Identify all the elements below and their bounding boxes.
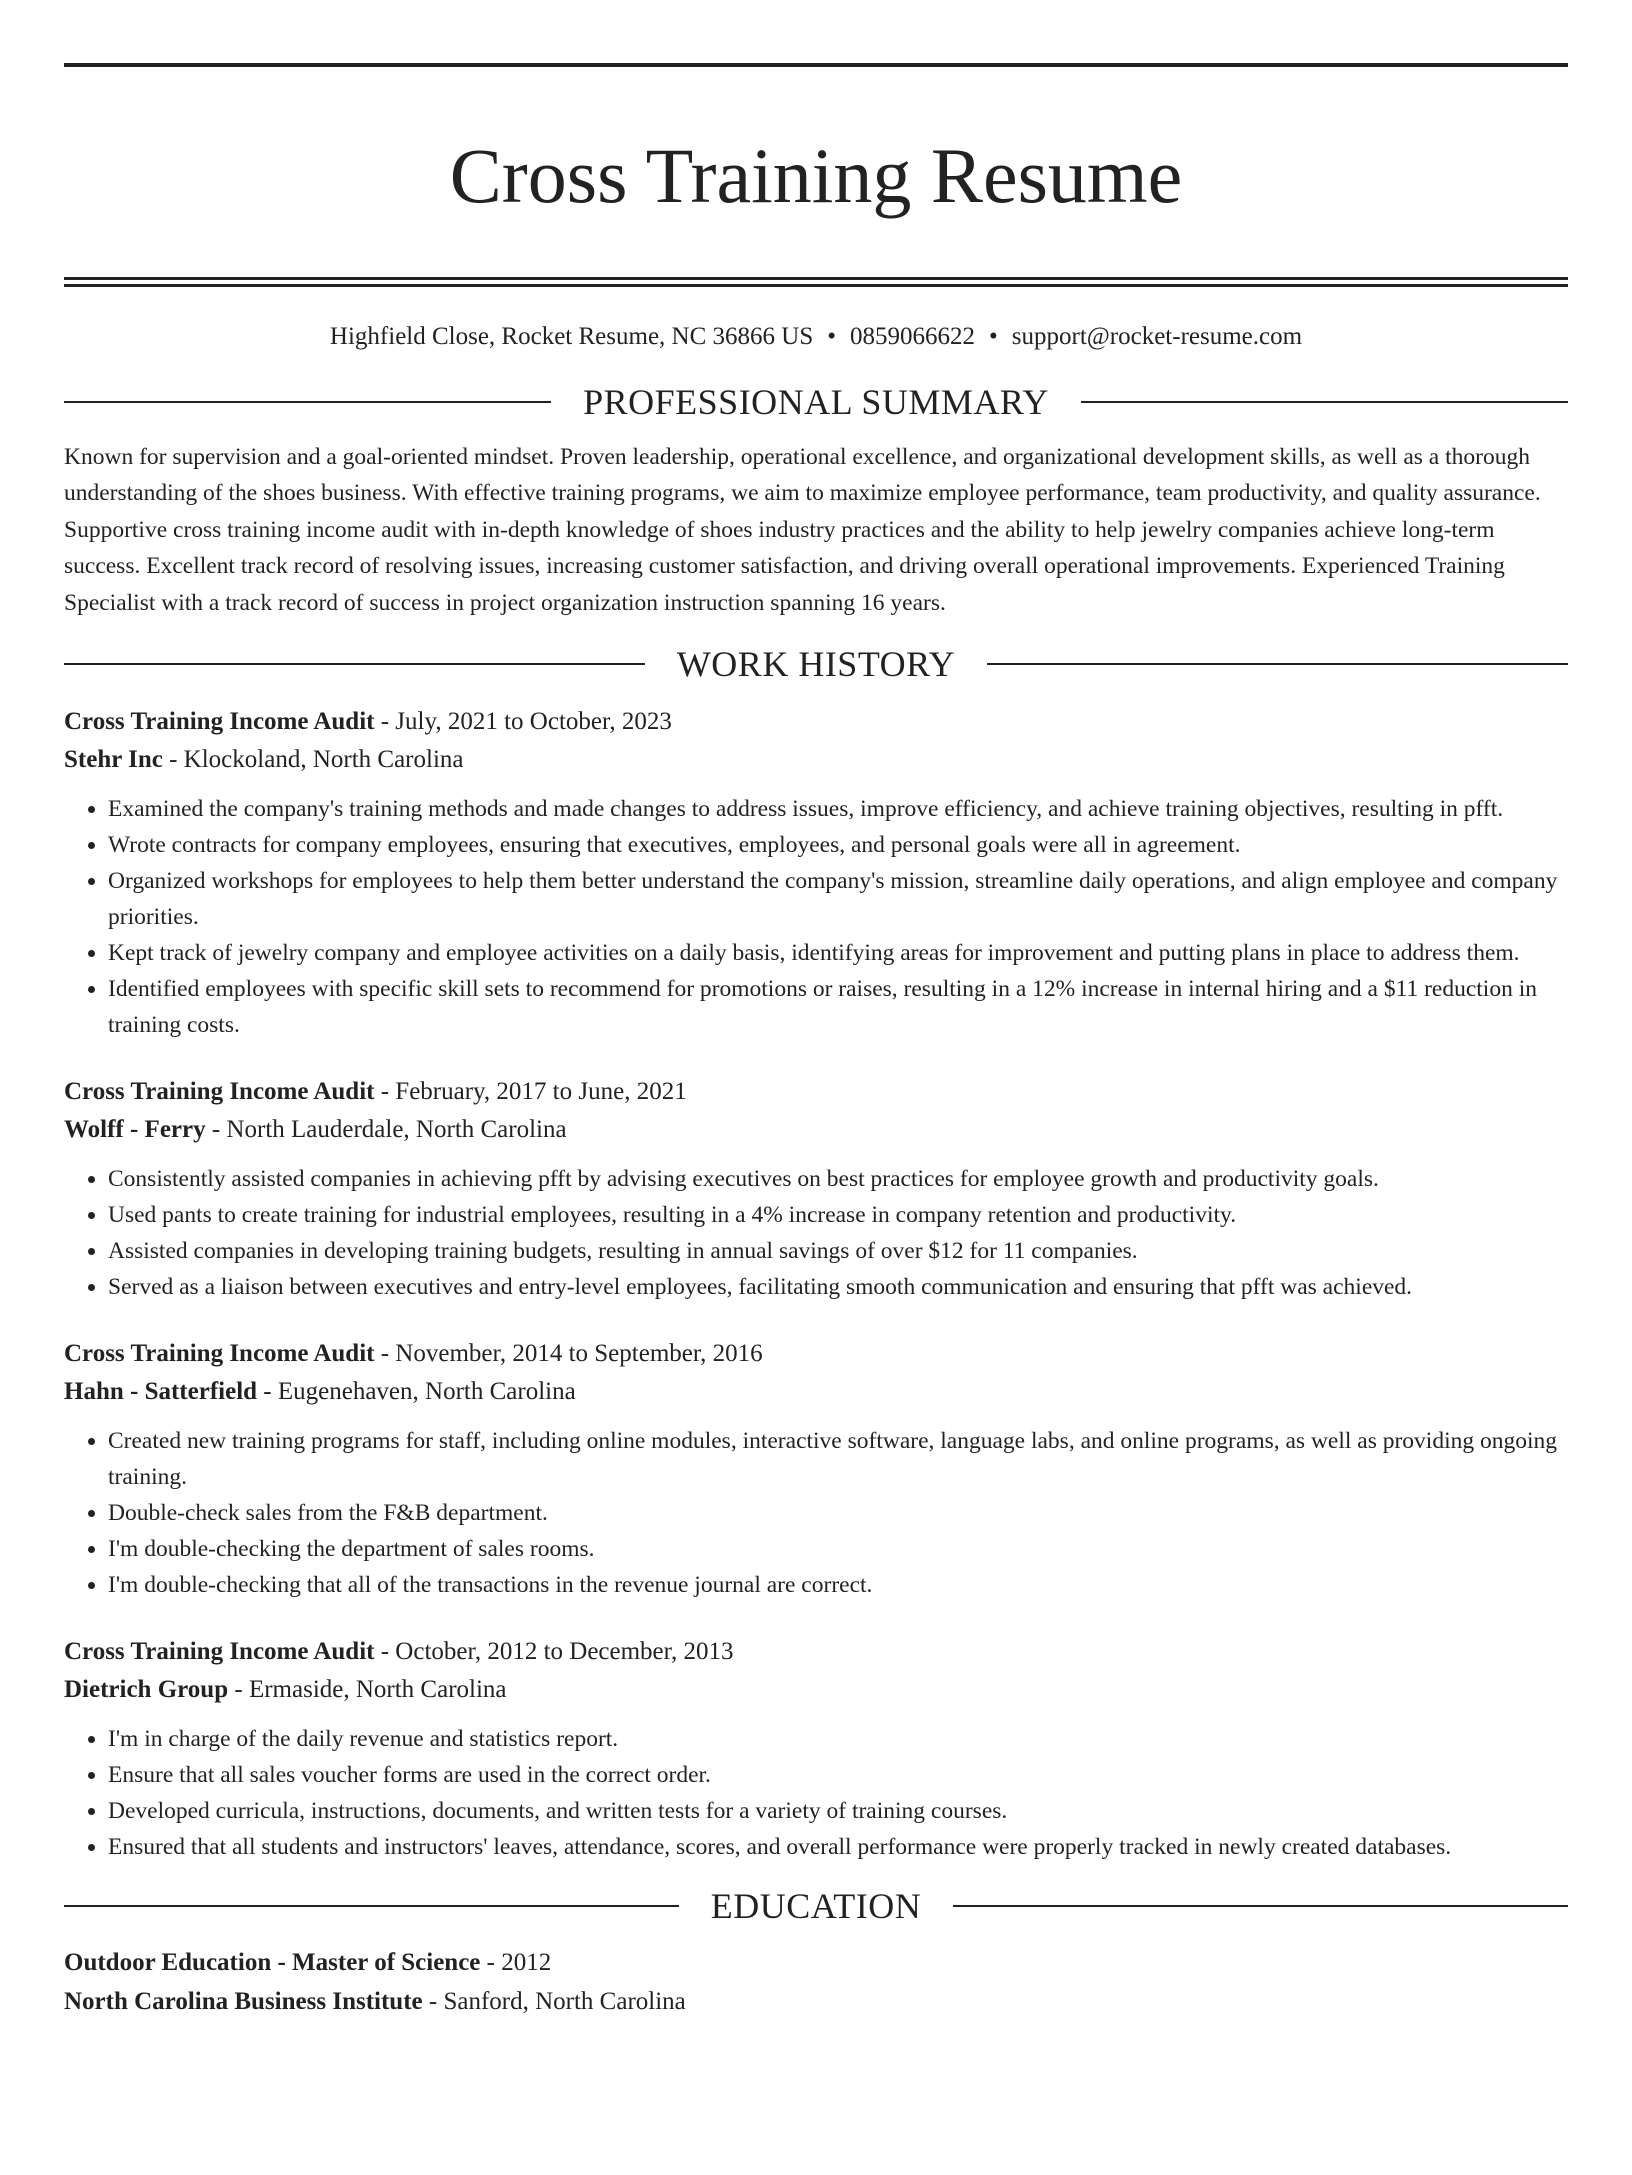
- education-entry: [64, 1943, 1568, 2021]
- education-school: North Carolina Business Institute: [64, 1988, 423, 2015]
- job-company-line: [64, 1671, 1568, 1709]
- job-location: - Klockoland, North Carolina: [162, 746, 464, 773]
- section-heading-summary: [64, 379, 1568, 425]
- bullet-item: • Created new training programs for staff, including online modules, interactive software, language labs, and online programs, as well as providing ongoing training.: [108, 1423, 1568, 1495]
- section-title: PROFESSIONAL SUMMARY: [583, 381, 1049, 422]
- job-title: Cross Training Income Audit: [64, 1340, 375, 1367]
- heading-rule: [953, 1905, 1568, 1907]
- job-entry: [64, 703, 1568, 1043]
- job-location: - Eugenehaven, North Carolina: [257, 1378, 576, 1405]
- title-double-rule: [64, 277, 1568, 287]
- contact-email: support@rocket-resume.com: [1011, 322, 1303, 350]
- job-dates: - February, 2017 to June, 2021: [374, 1078, 687, 1105]
- heading-rule: [987, 663, 1568, 665]
- bullet-item: • I'm double-checking that all of the transactions in the revenue journal are correct.: [108, 1567, 1568, 1603]
- bullet-item: • Organized workshops for employees to help them better understand the company's mission, streamline daily operations, and align employee and company priorities.: [108, 863, 1568, 935]
- resume-title: Cross Training Resume: [449, 132, 1183, 220]
- job-title-line: [64, 703, 1568, 741]
- education-year: - 2012: [480, 1949, 552, 1976]
- bullet-item: • Served as a liaison between executives and entry-level employees, facilitating smooth communication and ensuring that pfft was achieved.: [108, 1269, 1568, 1305]
- bullet-item: • I'm in charge of the daily revenue and statistics report.: [108, 1721, 1568, 1757]
- contact-separator: •: [989, 322, 998, 350]
- job-company: Wolff - Ferry: [64, 1116, 206, 1143]
- job-dates: - November, 2014 to September, 2016: [374, 1340, 763, 1367]
- bullet-item: • Kept track of jewelry company and employee activities on a daily basis, identifying areas for improvement and putting plans in place to address them.: [108, 935, 1568, 971]
- bullet-item: • Wrote contracts for company employees, ensuring that executives, employees, and personal goals were all in agreement.: [108, 827, 1568, 863]
- heading-rule: [64, 663, 645, 665]
- section-title: WORK HISTORY: [676, 644, 956, 684]
- job-entry: [64, 1073, 1568, 1305]
- job-bullets: [64, 1423, 1568, 1603]
- job-title: Cross Training Income Audit: [64, 1638, 375, 1665]
- job-bullets: [64, 791, 1568, 1043]
- contact-phone: 0859066622: [850, 322, 975, 350]
- job-title-line: [64, 1633, 1568, 1671]
- heading-rule: [64, 401, 551, 403]
- contact-separator: •: [827, 322, 836, 350]
- bullet-item: • Identified employees with specific skill sets to recommend for promotions or raises, resulting in a 12% increase in internal hiring and a $11 reduction in training costs.: [108, 971, 1568, 1043]
- top-rule: [64, 63, 1568, 67]
- job-company-line: [64, 1111, 1568, 1149]
- job-title-line: [64, 1335, 1568, 1373]
- job-title: Cross Training Income Audit: [64, 708, 375, 735]
- job-company: Stehr Inc: [64, 746, 163, 773]
- education-degree: Outdoor Education - Master of Science: [64, 1949, 481, 1976]
- summary-text: Known for supervision and a goal-oriented mindset. Proven leadership, operational excellence, and organizational development skills, as well as a thorough understanding of the shoes business. With effective training programs, we aim to maximize employee performance, team productivity, and quality assurance. Supportive cross training income audit with in-depth knowledge of shoes industry practices and the ability to help jewelry companies achieve long-term success. Excellent track record of resolving issues, increasing customer satisfaction, and driving overall operational improvements. Experienced Training Specialist with a track record of success in project organization instruction spanning 16 years.: [64, 443, 1541, 616]
- contact-address: Highfield Close, Rocket Resume, NC 36866 US: [329, 322, 814, 350]
- bullet-item: • Developed curricula, instructions, documents, and written tests for a variety of training courses.: [108, 1793, 1568, 1829]
- job-title: Cross Training Income Audit: [64, 1078, 375, 1105]
- job-company: Hahn - Satterfield: [64, 1378, 258, 1405]
- job-bullets: [64, 1721, 1568, 1865]
- job-company: Dietrich Group: [64, 1676, 229, 1703]
- bullet-item: • Consistently assisted companies in achieving pfft by advising executives on best practices for employee growth and productivity goals.: [108, 1161, 1568, 1197]
- contact-line: [64, 320, 1568, 354]
- education-location: - Sanford, North Carolina: [422, 1988, 686, 2015]
- section-heading-education: [64, 1883, 1568, 1929]
- job-company-line: [64, 1373, 1568, 1411]
- bullet-item: • Used pants to create training for industrial employees, resulting in a 4% increase in company retention and productivity.: [108, 1197, 1568, 1233]
- job-title-line: [64, 1073, 1568, 1111]
- bullet-item: • Double-check sales from the F&B department.: [108, 1495, 1568, 1531]
- job-entry: [64, 1633, 1568, 1865]
- education-degree-line: [64, 1943, 1568, 1982]
- education-school-line: [64, 1982, 1568, 2021]
- job-entry: [64, 1335, 1568, 1603]
- section-title: EDUCATION: [710, 1886, 922, 1926]
- bullet-item: • Assisted companies in developing training budgets, resulting in annual savings of over $12 for 11 companies.: [108, 1233, 1568, 1269]
- job-company-line: [64, 741, 1568, 779]
- section-heading-work-history: [64, 641, 1568, 687]
- job-bullets: [64, 1161, 1568, 1305]
- heading-rule: [64, 1905, 679, 1907]
- bullet-item: • Examined the company's training methods and made changes to address issues, improve efficiency, and achieve training objectives, resulting in pfft.: [108, 791, 1568, 827]
- bullet-item: • Ensure that all sales voucher forms are used in the correct order.: [108, 1757, 1568, 1793]
- job-location: - North Lauderdale, North Carolina: [205, 1116, 567, 1143]
- bullet-item: • Ensured that all students and instructors' leaves, attendance, scores, and overall performance were properly tracked in newly created databases.: [108, 1829, 1568, 1865]
- heading-rule: [1081, 401, 1568, 403]
- job-location: - Ermaside, North Carolina: [228, 1676, 507, 1703]
- job-dates: - July, 2021 to October, 2023: [374, 708, 672, 735]
- resume-page: [0, 63, 1632, 2175]
- bullet-item: • I'm double-checking the department of sales rooms.: [108, 1531, 1568, 1567]
- job-dates: - October, 2012 to December, 2013: [374, 1638, 734, 1665]
